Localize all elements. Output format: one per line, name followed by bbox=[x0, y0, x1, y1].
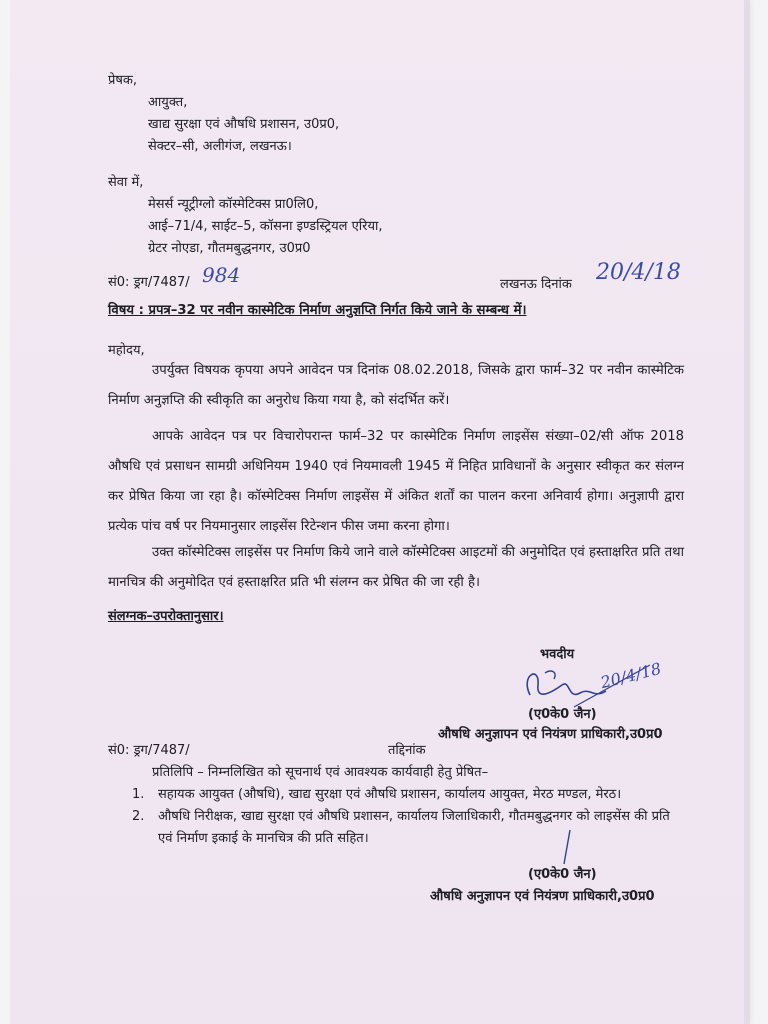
copy-date-label: तद्दिनांक bbox=[388, 743, 426, 758]
copy-intro: प्रतिलिपि – निम्नलिखित को सूचनार्थ एवं आवश्यक कार्यवाही हेतु प्रेषित– bbox=[152, 765, 489, 780]
signatory-title: औषधि अनुज्ञापन एवं नियंत्रण प्राधिकारी,उ0प्र0 bbox=[438, 727, 663, 742]
recipient-label: सेवा में, bbox=[108, 175, 144, 190]
recipient-line: ग्रेटर नोएडा, गौतमबुद्धनगर, उ0प्र0 bbox=[148, 241, 311, 256]
copy-signatory-title: औषधि अनुज्ञापन एवं नियंत्रण प्राधिकारी,उ0प्र0 bbox=[430, 889, 655, 904]
signatory-name: (ए0के0 जैन) bbox=[528, 707, 597, 722]
handwritten-date: 20/4/18 bbox=[596, 260, 681, 285]
body-paragraph-2: आपके आवेदन पत्र पर विचारोपरान्त फार्म–32 पर कास्मेटिक निर्माण लाइसेंस संख्या–02/सी ऑफ 2018 औषधि एवं प्रसाधन सामग्री अधिनियम 1940 एवं नियमावली 1945 में निहित प्राविधानों के अनुसार स्वीकृत कर संलग्न कर प्रेषित किया जा रहा है। कॉस्मेटिक्स निर्माण लाइसेंस में अंकित शर्तों का पालन करना अनिवार्य होगा। अनुज्ञापी द्वारा प्रत्येक पांच वर्ष पर नियमानुसार लाइसेंस रिटेन्शन फीस जमा करना होगा। bbox=[108, 429, 684, 534]
recipient-block bbox=[148, 194, 383, 260]
recipient-line: आई–71/4, साईट–5, कॉसना इण्डस्ट्रियल एरिया, bbox=[148, 219, 383, 234]
copy-item-number: 2. bbox=[132, 809, 145, 824]
sender-line: सेक्टर–सी, अलीगंज, लखनऊ। bbox=[148, 139, 292, 154]
copy-signatory-name: (ए0के0 जैन) bbox=[528, 867, 597, 882]
subject-text: विषय : प्रपत्र–32 पर नवीन कास्मेटिक निर्माण अनुज्ञप्ति निर्गत किये जाने के सम्बन्ध में। bbox=[108, 303, 527, 318]
copy-item-text: सहायक आयुक्त (औषधि), खाद्य सुरक्षा एवं औषधि प्रशासन, कार्यालय आयुक्त, मेरठ मण्डल, मेरठ। bbox=[158, 787, 622, 802]
salutation: महोदय, bbox=[108, 343, 145, 358]
pen-mark bbox=[556, 828, 576, 868]
sender-line: आयुक्त, bbox=[148, 95, 188, 110]
copy-list bbox=[132, 784, 688, 850]
copy-item-text: औषधि निरीक्षक, खाद्य सुरक्षा एवं औषधि प्रशासन, कार्यालय जिलाधिकारी, गौतमबुद्धनगर को लाइसेंस की प्रति एवं निर्माण इकाई के मानचित्र की प्रति सहित। bbox=[158, 809, 670, 846]
recipient-line: मेसर्स न्यूट्रीग्लो कॉस्मेटिक्स प्रा0लि0, bbox=[148, 197, 319, 212]
date-label: लखनऊ दिनांक bbox=[500, 277, 572, 292]
handwritten-dispatch-number: 984 bbox=[202, 263, 241, 287]
subject-line bbox=[108, 300, 527, 322]
sender-label: प्रेषक, bbox=[108, 73, 138, 88]
reference-number: सं0: ड्रग/7487/ bbox=[108, 275, 190, 290]
body-paragraph-1: उपर्युक्त विषयक कृपया अपने आवेदन पत्र दिनांक 08.02.2018, जिसके द्वारा फार्म–32 पर नवीन कास्मेटिक निर्माण अनुज्ञप्ति की स्वीकृति का अनुरोध किया गया है, को संदर्भित करें। bbox=[108, 363, 684, 408]
signature-date: 20/4/18 bbox=[598, 658, 664, 693]
enclosure-note: संलग्नक–उपरोक्तानुसार। bbox=[108, 609, 224, 624]
body-paragraph-3: उक्त कॉस्मेटिक्स लाइसेंस पर निर्माण किये जाने वाले कॉस्मेटिक्स आइटमों की अनुमोदित एवं हस्ताक्षरित प्रति तथा मानचित्र की अनुमोदित एवं हस्ताक्षरित प्रति भी संलग्न कर प्रेषित की जा रही है। bbox=[108, 545, 684, 590]
copy-item-number: 1. bbox=[132, 787, 145, 802]
copy-reference: सं0: ड्रग/7487/ bbox=[108, 743, 190, 758]
copy-list-item bbox=[132, 806, 688, 850]
sender-line: खाद्य सुरक्षा एवं औषधि प्रशासन, उ0प्र0, bbox=[148, 117, 340, 132]
sender-block bbox=[148, 92, 339, 158]
page-edge bbox=[744, 0, 750, 1024]
copy-list-item bbox=[132, 784, 688, 806]
closing: भवदीय bbox=[540, 647, 575, 662]
